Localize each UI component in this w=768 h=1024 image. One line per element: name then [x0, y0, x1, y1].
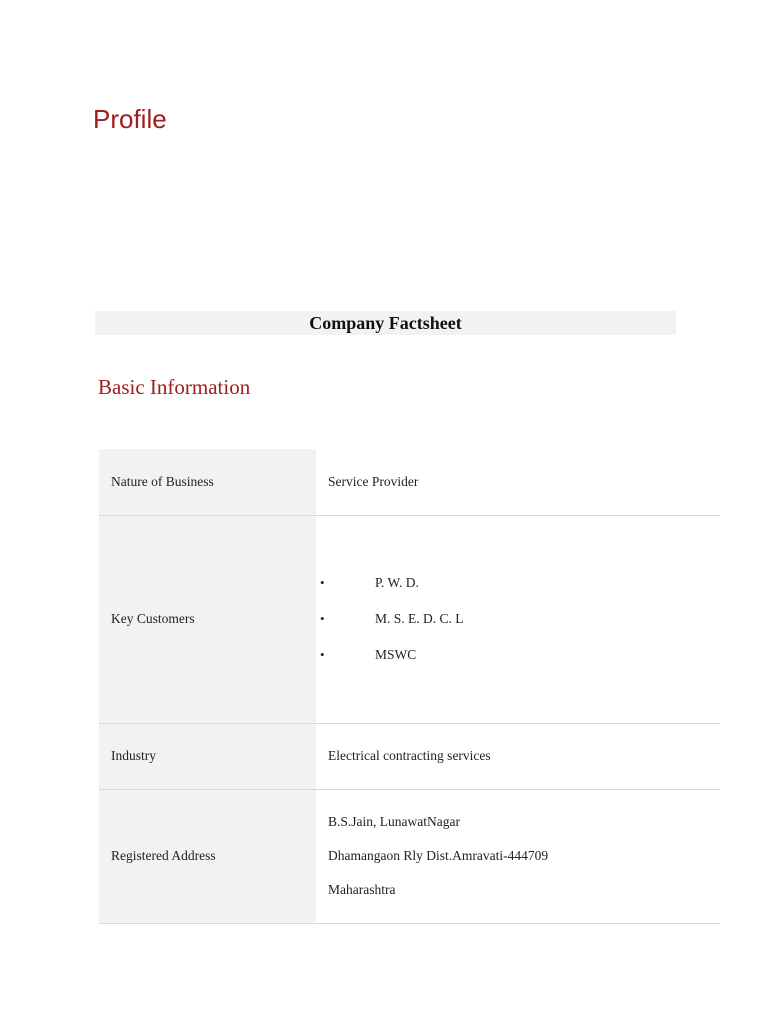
label-registered-address: Registered Address	[99, 789, 316, 923]
table-row-key-customers	[99, 515, 720, 723]
value-nature-of-business: Service Provider	[316, 449, 720, 515]
list-item	[320, 565, 720, 601]
customer-name: P. W. D.	[375, 575, 419, 590]
basic-information-table	[99, 449, 720, 924]
label-industry: Industry	[99, 723, 316, 789]
address-line: Maharashtra	[328, 882, 396, 897]
customer-name: MSWC	[375, 647, 417, 662]
bullet-icon: •	[320, 575, 325, 590]
value-key-customers	[316, 515, 720, 723]
address-line: Dhamangaon Rly Dist.Amravati-444709	[328, 848, 549, 863]
label-key-customers: Key Customers	[99, 515, 316, 723]
page-title: Profile	[93, 104, 167, 134]
label-nature-of-business: Nature of Business	[99, 449, 316, 515]
address-line: B.S.Jain, LunawatNagar	[328, 814, 460, 829]
table-row-industry	[99, 723, 720, 789]
table-row-nature-of-business	[99, 449, 720, 515]
key-customers-list	[320, 565, 720, 673]
customer-name: M. S. E. D. C. L	[375, 611, 464, 626]
section-title-basic-information: Basic Information	[98, 375, 251, 399]
bullet-icon: •	[320, 611, 325, 626]
bullet-icon: •	[320, 647, 325, 662]
factsheet-heading: Company Factsheet	[95, 311, 676, 335]
table-row-registered-address	[99, 789, 720, 923]
value-industry: Electrical contracting services	[316, 723, 720, 789]
list-item	[320, 637, 720, 673]
list-item	[320, 601, 720, 637]
value-registered-address	[316, 789, 720, 923]
